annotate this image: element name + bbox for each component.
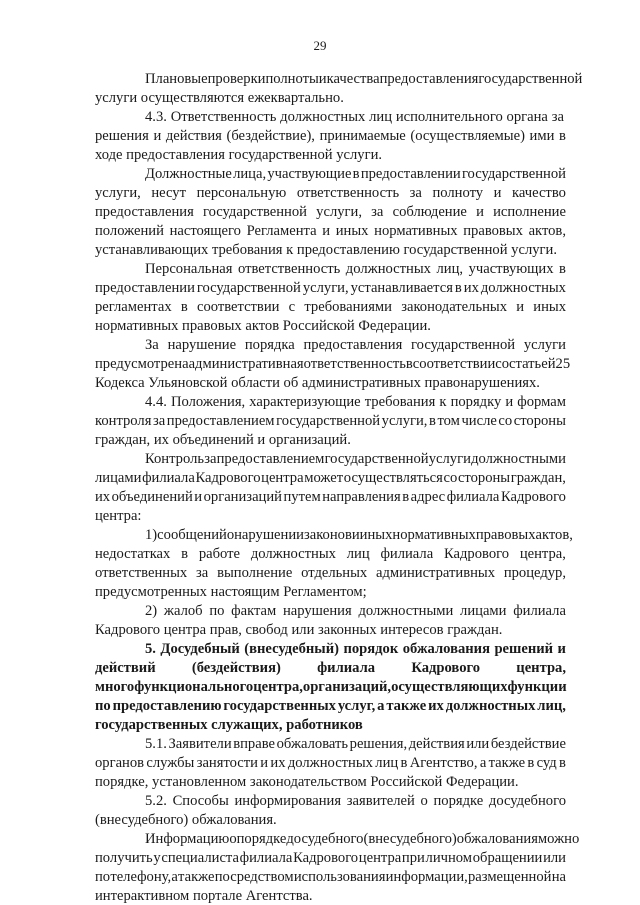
- text-line: их объединений и организаций путем направления в адрес филиала Кадрового: [95, 489, 566, 505]
- text-line: Персональная ответственность должностных лиц, участвующих в: [145, 261, 566, 277]
- section-heading-line: многофункционального центра, организаций, осуществляющих функции: [95, 679, 567, 695]
- section-heading-line: 5. Досудебный (внесудебный) порядок обжалования решений и: [145, 641, 566, 657]
- text-line: интерактивном портале Агентства.: [95, 888, 313, 904]
- text-line: 2) жалоб по фактам нарушения должностными лицами филиала: [145, 603, 566, 619]
- text-line: нормативных правовых актов Российской Федерации.: [95, 318, 431, 334]
- text-line: предусмотренных настоящим Регламентом;: [95, 584, 367, 600]
- text-line: лицами филиала Кадрового центра может осуществляться со стороны граждан,: [95, 470, 566, 486]
- page-number: 29: [313, 38, 327, 53]
- text-line: ответственных за выполнение отдельных административных процедур,: [95, 565, 566, 581]
- text-line: За нарушение порядка предоставления государственной услуги: [145, 337, 566, 353]
- text-line: ходе предоставления государственной услуги.: [95, 147, 383, 163]
- text-line: услуги осуществляются ежеквартально.: [95, 90, 344, 106]
- text-line: положений настоящего Регламента и иных нормативных правовых актов,: [95, 223, 566, 239]
- text-line: Кодекса Ульяновской области об административных правонарушениях.: [95, 375, 540, 391]
- text-line: 5.2. Способы информирования заявителей о порядке досудебного: [145, 793, 566, 809]
- text-line: органов службы занятости и их должностных лиц в Агентство, а также в суд в: [95, 755, 566, 771]
- text-line: центра:: [95, 508, 142, 524]
- text-line: по телефону, а также посредством использования информации, размещенной на: [95, 869, 566, 885]
- text-line: устанавливающих требования к предоставлению государственной услуги.: [95, 242, 557, 258]
- section-heading-line: действий (бездействия) филиала Кадрового центра,: [95, 660, 566, 676]
- text-line: предусмотрена административная ответственность в соответствии со статьей 25: [95, 356, 571, 372]
- text-line: (внесудебного) обжалования.: [95, 812, 277, 828]
- text-line: порядке, установленном законодательством Российской Федерации.: [95, 774, 519, 790]
- text-line: предоставлении государственной услуги, устанавливается в их должностных: [95, 280, 566, 296]
- text-line: предоставления государственной услуги, за соблюдение и исполнение: [95, 204, 566, 220]
- text-line: контроля за предоставлением государственной услуги, в том числе со стороны: [95, 413, 566, 429]
- text-line: 1) сообщений о нарушении законов и иных нормативных правовых актов,: [145, 527, 573, 543]
- text-line: Плановые проверки полноты и качества предоставления государственной: [145, 71, 583, 87]
- section-heading-line: государственных служащих, работников: [95, 717, 363, 733]
- text-line: Информацию о порядке досудебного (внесудебного) обжалования можно: [145, 831, 580, 847]
- section-heading-line: по предоставлению государственных услуг, а также их должностных лиц,: [95, 698, 566, 714]
- text-line: Кадрового центра прав, свобод или законных интересов граждан.: [95, 622, 503, 638]
- text-line: решения и действия (бездействие), принимаемые (осуществляемые) ими в: [95, 128, 566, 144]
- text-line: 5.1. Заявители вправе обжаловать решения, действия или бездействие: [145, 736, 566, 752]
- text-line: Контроль за предоставлением государственной услуги должностными: [145, 451, 566, 467]
- text-line: недостатках в работе должностных лиц филиала Кадрового центра,: [95, 546, 566, 562]
- text-line: 4.4. Положения, характеризующие требования к порядку и формам: [145, 394, 566, 410]
- text-line: регламентах в соответствии с требованиями законодательных и иных: [95, 299, 566, 315]
- text-line: 4.3. Ответственность должностных лиц исполнительного органа за: [145, 109, 564, 125]
- text-line: услуги, несут персональную ответственность за полноту и качество: [95, 185, 566, 201]
- text-line: граждан, их объединений и организаций.: [95, 432, 351, 448]
- text-line: Должностные лица, участвующие в предоставлении государственной: [145, 166, 566, 182]
- text-line: получить у специалиста филиала Кадрового центра при личном обращении или: [95, 850, 566, 866]
